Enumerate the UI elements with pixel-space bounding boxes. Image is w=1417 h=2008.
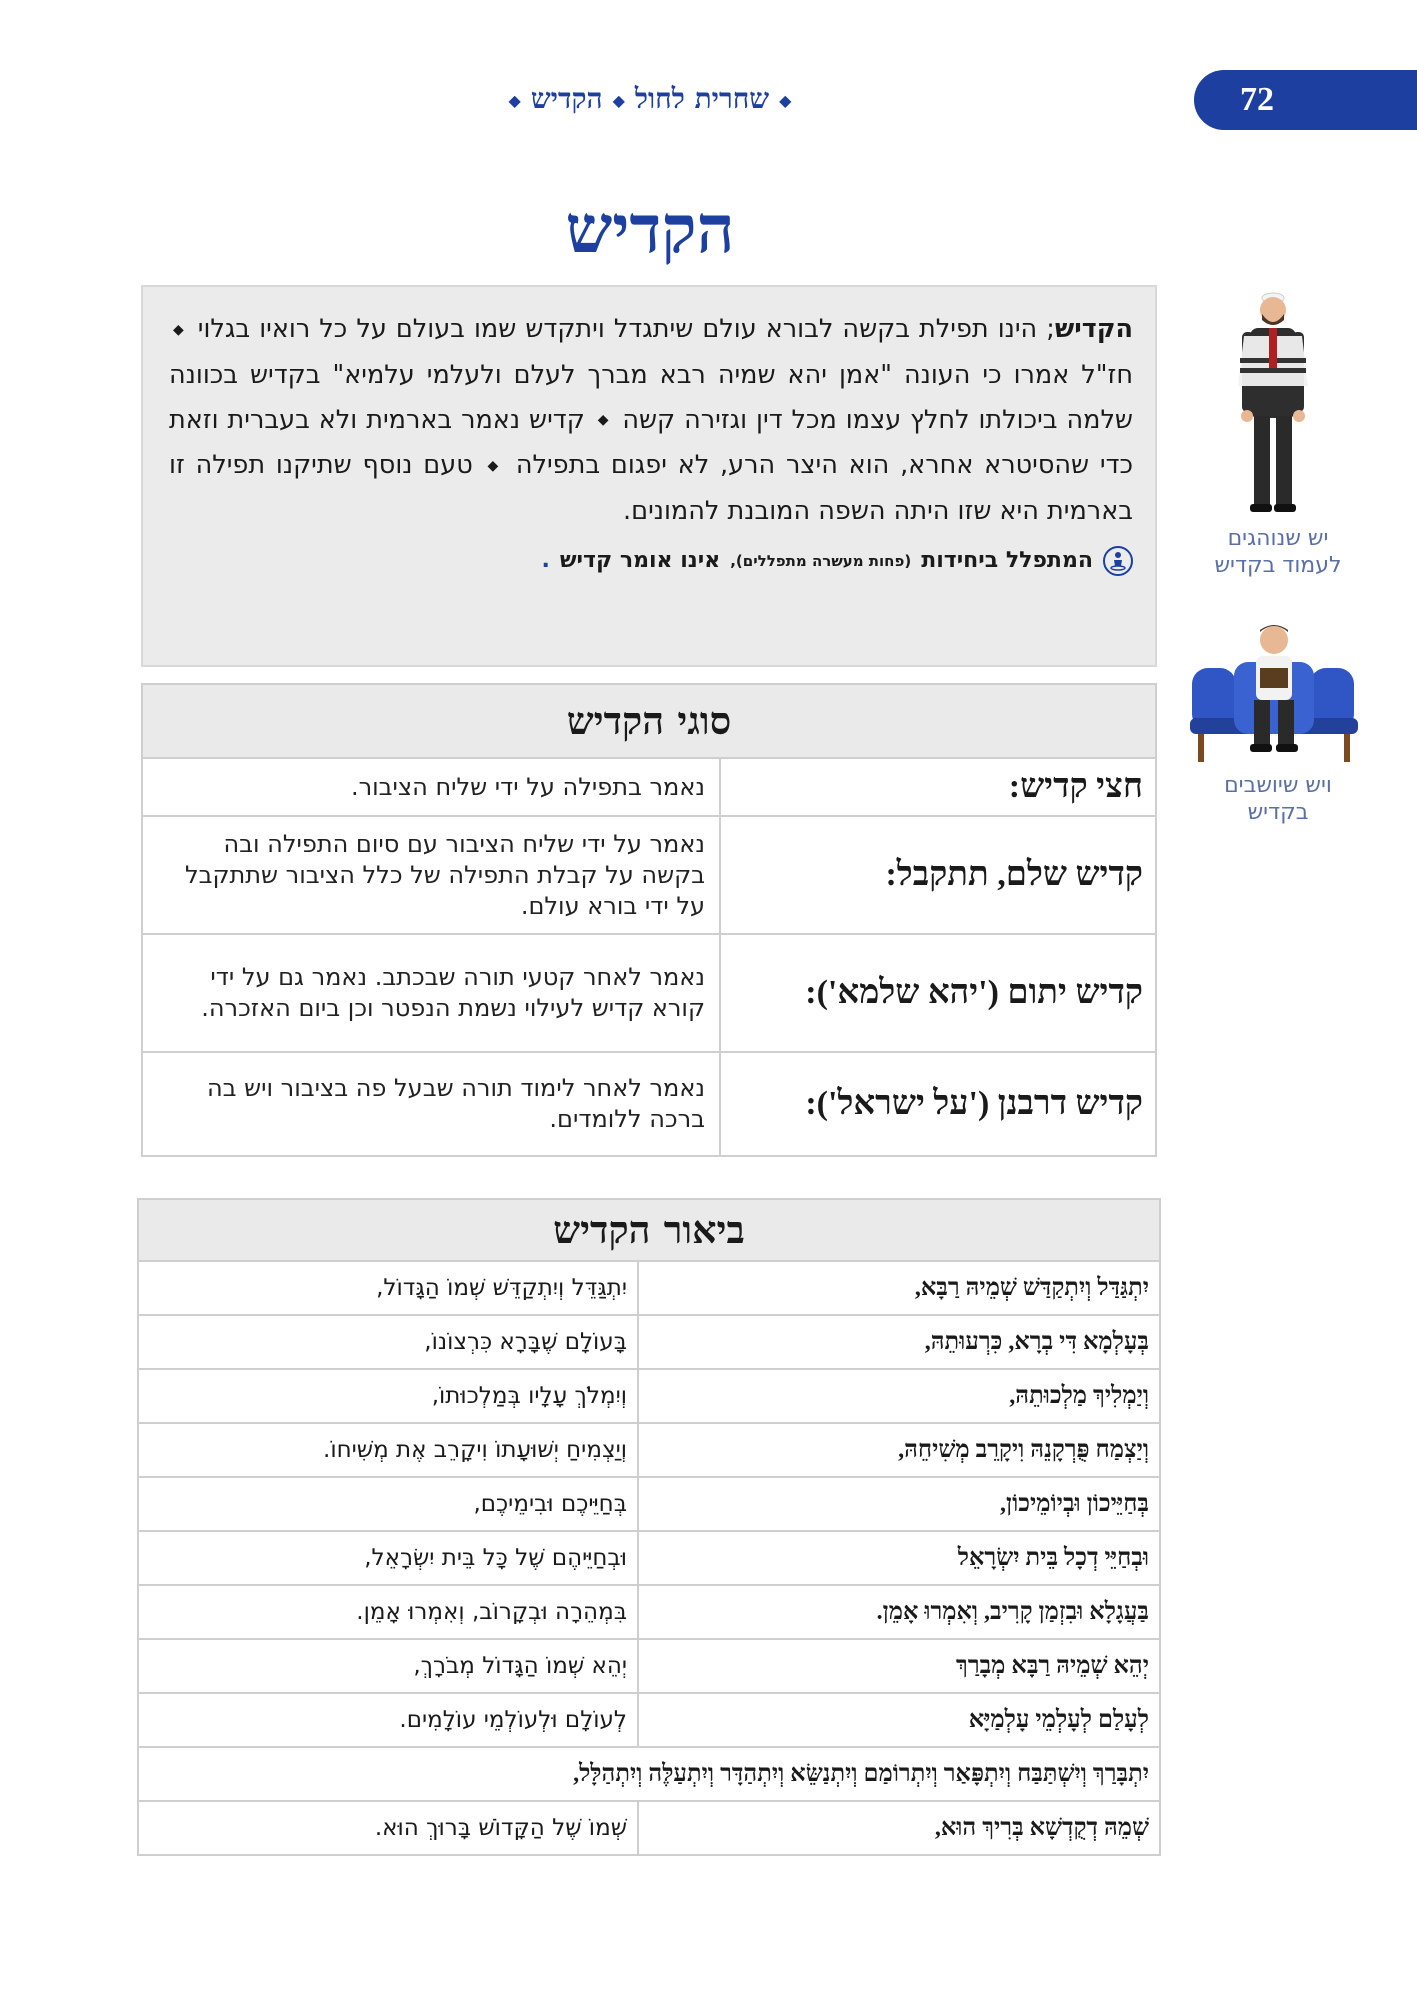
standing-caption-line-1: יש שנוהגים — [1227, 526, 1329, 551]
aramaic-text: לְעָלַם לְעָלְמֵי עָלְמַיָּא — [638, 1693, 1160, 1747]
table-row — [138, 1423, 1160, 1477]
note-text-d: . — [541, 548, 550, 573]
standing-caption — [1190, 525, 1366, 579]
sitting-caption — [1190, 772, 1366, 826]
aramaic-text: וְיַצְמַח פֻּרְקָנֵהּ וִיקָרֵב מְשִׁיחֵהּ, — [638, 1423, 1160, 1477]
aramaic-text: וּבְחַיֵּי דְכָל בֵּית יִשְׂרָאֵל — [638, 1531, 1160, 1585]
page-title: הקדיש — [565, 190, 735, 268]
note-text-a: המתפלל ביחידות — [921, 548, 1093, 573]
type-name: קדיש שלם, תתקבל: — [720, 816, 1156, 934]
hebrew-translation: שְׁמוֹ שֶׁל הַקָּדוֹשׁ בָּרוּךְ הוּא. — [138, 1801, 638, 1855]
bullet-icon: ◆ — [779, 91, 792, 110]
hebrew-translation: בָּעוֹלָם שֶׁבָּרָא כִּרְצוֹנוֹ, — [138, 1315, 638, 1369]
aramaic-full-row: יִתְבָּרַךְ וְיִשְׁתַּבַּח וְיִתְפָּאַר וְיִתְרוֹמַם וְיִתְנַשֵּׂא וְיִתְהַדָּר וְיִתְעַלֶּה וְיִתְהַלָּל, — [138, 1747, 1160, 1801]
table-row — [138, 1747, 1160, 1801]
aramaic-text: בְּחַיֵּיכוֹן וּבְיוֹמֵיכוֹן, — [638, 1477, 1160, 1531]
type-name: קדיש דרבנן ('על ישראל'): — [720, 1052, 1156, 1156]
sitting-man-illustration — [1190, 622, 1358, 768]
note-text-b: (פחות מעשרה מתפללים), — [730, 551, 912, 570]
type-description: נאמר על ידי שליח הציבור עם סיום התפילה ובה בקשה על קבלת התפילה של כלל הציבור שתתקבל על ידי בורא עולם. — [142, 816, 720, 934]
type-description: נאמר בתפילה על ידי שליח הציבור. — [142, 758, 720, 816]
solo-note — [169, 546, 1133, 576]
page-number: 72 — [1194, 70, 1417, 130]
bullet-icon: ◆ — [612, 91, 625, 110]
note-text-c: אינו אומר קדיש — [559, 548, 721, 573]
table-row — [138, 1315, 1160, 1369]
intro-part-4: טעם נוסף שתיקנו תפילה זו בארמית היא שזו היתה השפה המובנת להמונים. — [169, 450, 1133, 526]
type-name: קדיש יתום ('יהא שלמא'): — [720, 934, 1156, 1052]
hebrew-translation: לְעוֹלָם וּלְעוֹלְמֵי עוֹלָמִים. — [138, 1693, 638, 1747]
table-row — [138, 1585, 1160, 1639]
table-row — [142, 758, 1156, 816]
intro-term: הקדיש — [1054, 314, 1134, 344]
aramaic-text: וְיַמְלִיךְ מַלְכוּתֵהּ, — [638, 1369, 1160, 1423]
diamond-icon: ◆ — [173, 321, 185, 338]
intro-paragraph — [169, 307, 1133, 534]
hebrew-translation: וְיַצְמִיחַ יְשׁוּעָתוֹ וִיקָרֵב אֶת מְשִׁיחוֹ. — [138, 1423, 638, 1477]
aramaic-text: בְּעָלְמָא דִּי בְרָא, כִּרְעוּתֵהּ, — [638, 1315, 1160, 1369]
intro-part-2: חז"ל אמרו כי העונה "אמן יהא שמיה רבא מברך לעלם ולעלמי עלמיא" בקדיש בכוונה שלמה ביכולתו לחלץ עצמו מכל דין וגזירה קשה — [169, 359, 1133, 435]
intro-box — [141, 285, 1157, 667]
hebrew-translation: וּבְחַיֵּיהֶם שֶׁל כָּל בֵּית יִשְׂרָאֵל, — [138, 1531, 638, 1585]
standing-man-illustration — [1228, 288, 1318, 524]
header-section: שחרית לחול — [634, 82, 770, 115]
aramaic-text: בַּעֲגָלָא וּבִזְמַן קָרִיב, וְאִמְרוּ אָמֵן. — [638, 1585, 1160, 1639]
table-row — [138, 1801, 1160, 1855]
person-icon — [1103, 546, 1133, 576]
hebrew-translation: וְיִמְלֹךְ עָלָיו בְּמַלְכוּתוֹ, — [138, 1369, 638, 1423]
hebrew-translation: יְהֵא שְׁמוֹ הַגָּדוֹל מְבֹרָךְ, — [138, 1639, 638, 1693]
table-row — [138, 1531, 1160, 1585]
table-row — [142, 934, 1156, 1052]
table-row — [138, 1369, 1160, 1423]
hebrew-translation: בְּחַיֵּיכֶם וּבִימֵיכֶם, — [138, 1477, 638, 1531]
sitting-caption-line-2: בקדיש — [1247, 800, 1309, 825]
header-subsection: הקדיש — [530, 82, 603, 115]
kaddish-explanation-table — [137, 1198, 1161, 1856]
type-name: חצי קדיש: — [720, 758, 1156, 816]
kaddish-types-table — [141, 683, 1157, 1157]
hebrew-translation: יִתְגַּדֵּל וְיִתְקַדֵּשׁ שְׁמוֹ הַגָּדוֹל, — [138, 1261, 638, 1315]
aramaic-text: יְהֵא שְׁמֵיהּ רַבָּא מְבָרַךְ — [638, 1639, 1160, 1693]
table-row — [138, 1693, 1160, 1747]
intro-part-3: קדיש נאמר בארמית ולא בעברית וזאת כדי שהסיטרא אחרא, הוא היצר הרע, לא יפגום בתפילה — [169, 404, 1134, 480]
table-row — [138, 1639, 1160, 1693]
aramaic-text: יִתְגַּדַּל וְיִתְקַדַּשׁ שְׁמֵיהּ רַבָּא, — [638, 1261, 1160, 1315]
bullet-icon: ◆ — [508, 91, 521, 110]
table-row — [142, 816, 1156, 934]
diamond-icon: ◆ — [597, 412, 610, 428]
types-table-heading: סוגי הקדיש — [142, 684, 1156, 758]
running-header — [460, 82, 840, 116]
table-row — [142, 1052, 1156, 1156]
type-description: נאמר לאחר לימוד תורה שבעל פה בציבור ויש בה ברכה ללומדים. — [142, 1052, 720, 1156]
aramaic-text: שְׁמֵהּ דְקֻדְשָׁא בְּרִיךְ הוּא, — [638, 1801, 1160, 1855]
sitting-caption-line-1: ויש שיושבים — [1224, 773, 1332, 798]
table-row — [138, 1477, 1160, 1531]
explanation-table-heading: ביאור הקדיש — [138, 1199, 1160, 1261]
standing-caption-line-2: לעמוד בקדיש — [1214, 553, 1342, 578]
type-description: נאמר לאחר קטעי תורה שבכתב. נאמר גם על ידי קורא קדיש לעילוי נשמת הנפטר וכן ביום האזכרה. — [142, 934, 720, 1052]
table-row — [138, 1261, 1160, 1315]
intro-part-1: ; הינו תפילת בקשה לבורא עולם שיתגדל ויתקדש שמו בעולם על כל רואיו בגלוי — [197, 314, 1055, 344]
diamond-icon: ◆ — [487, 457, 502, 474]
hebrew-translation: בִּמְהֵרָה וּבְקָרוֹב, וְאִמְרוּ אָמֵן. — [138, 1585, 638, 1639]
